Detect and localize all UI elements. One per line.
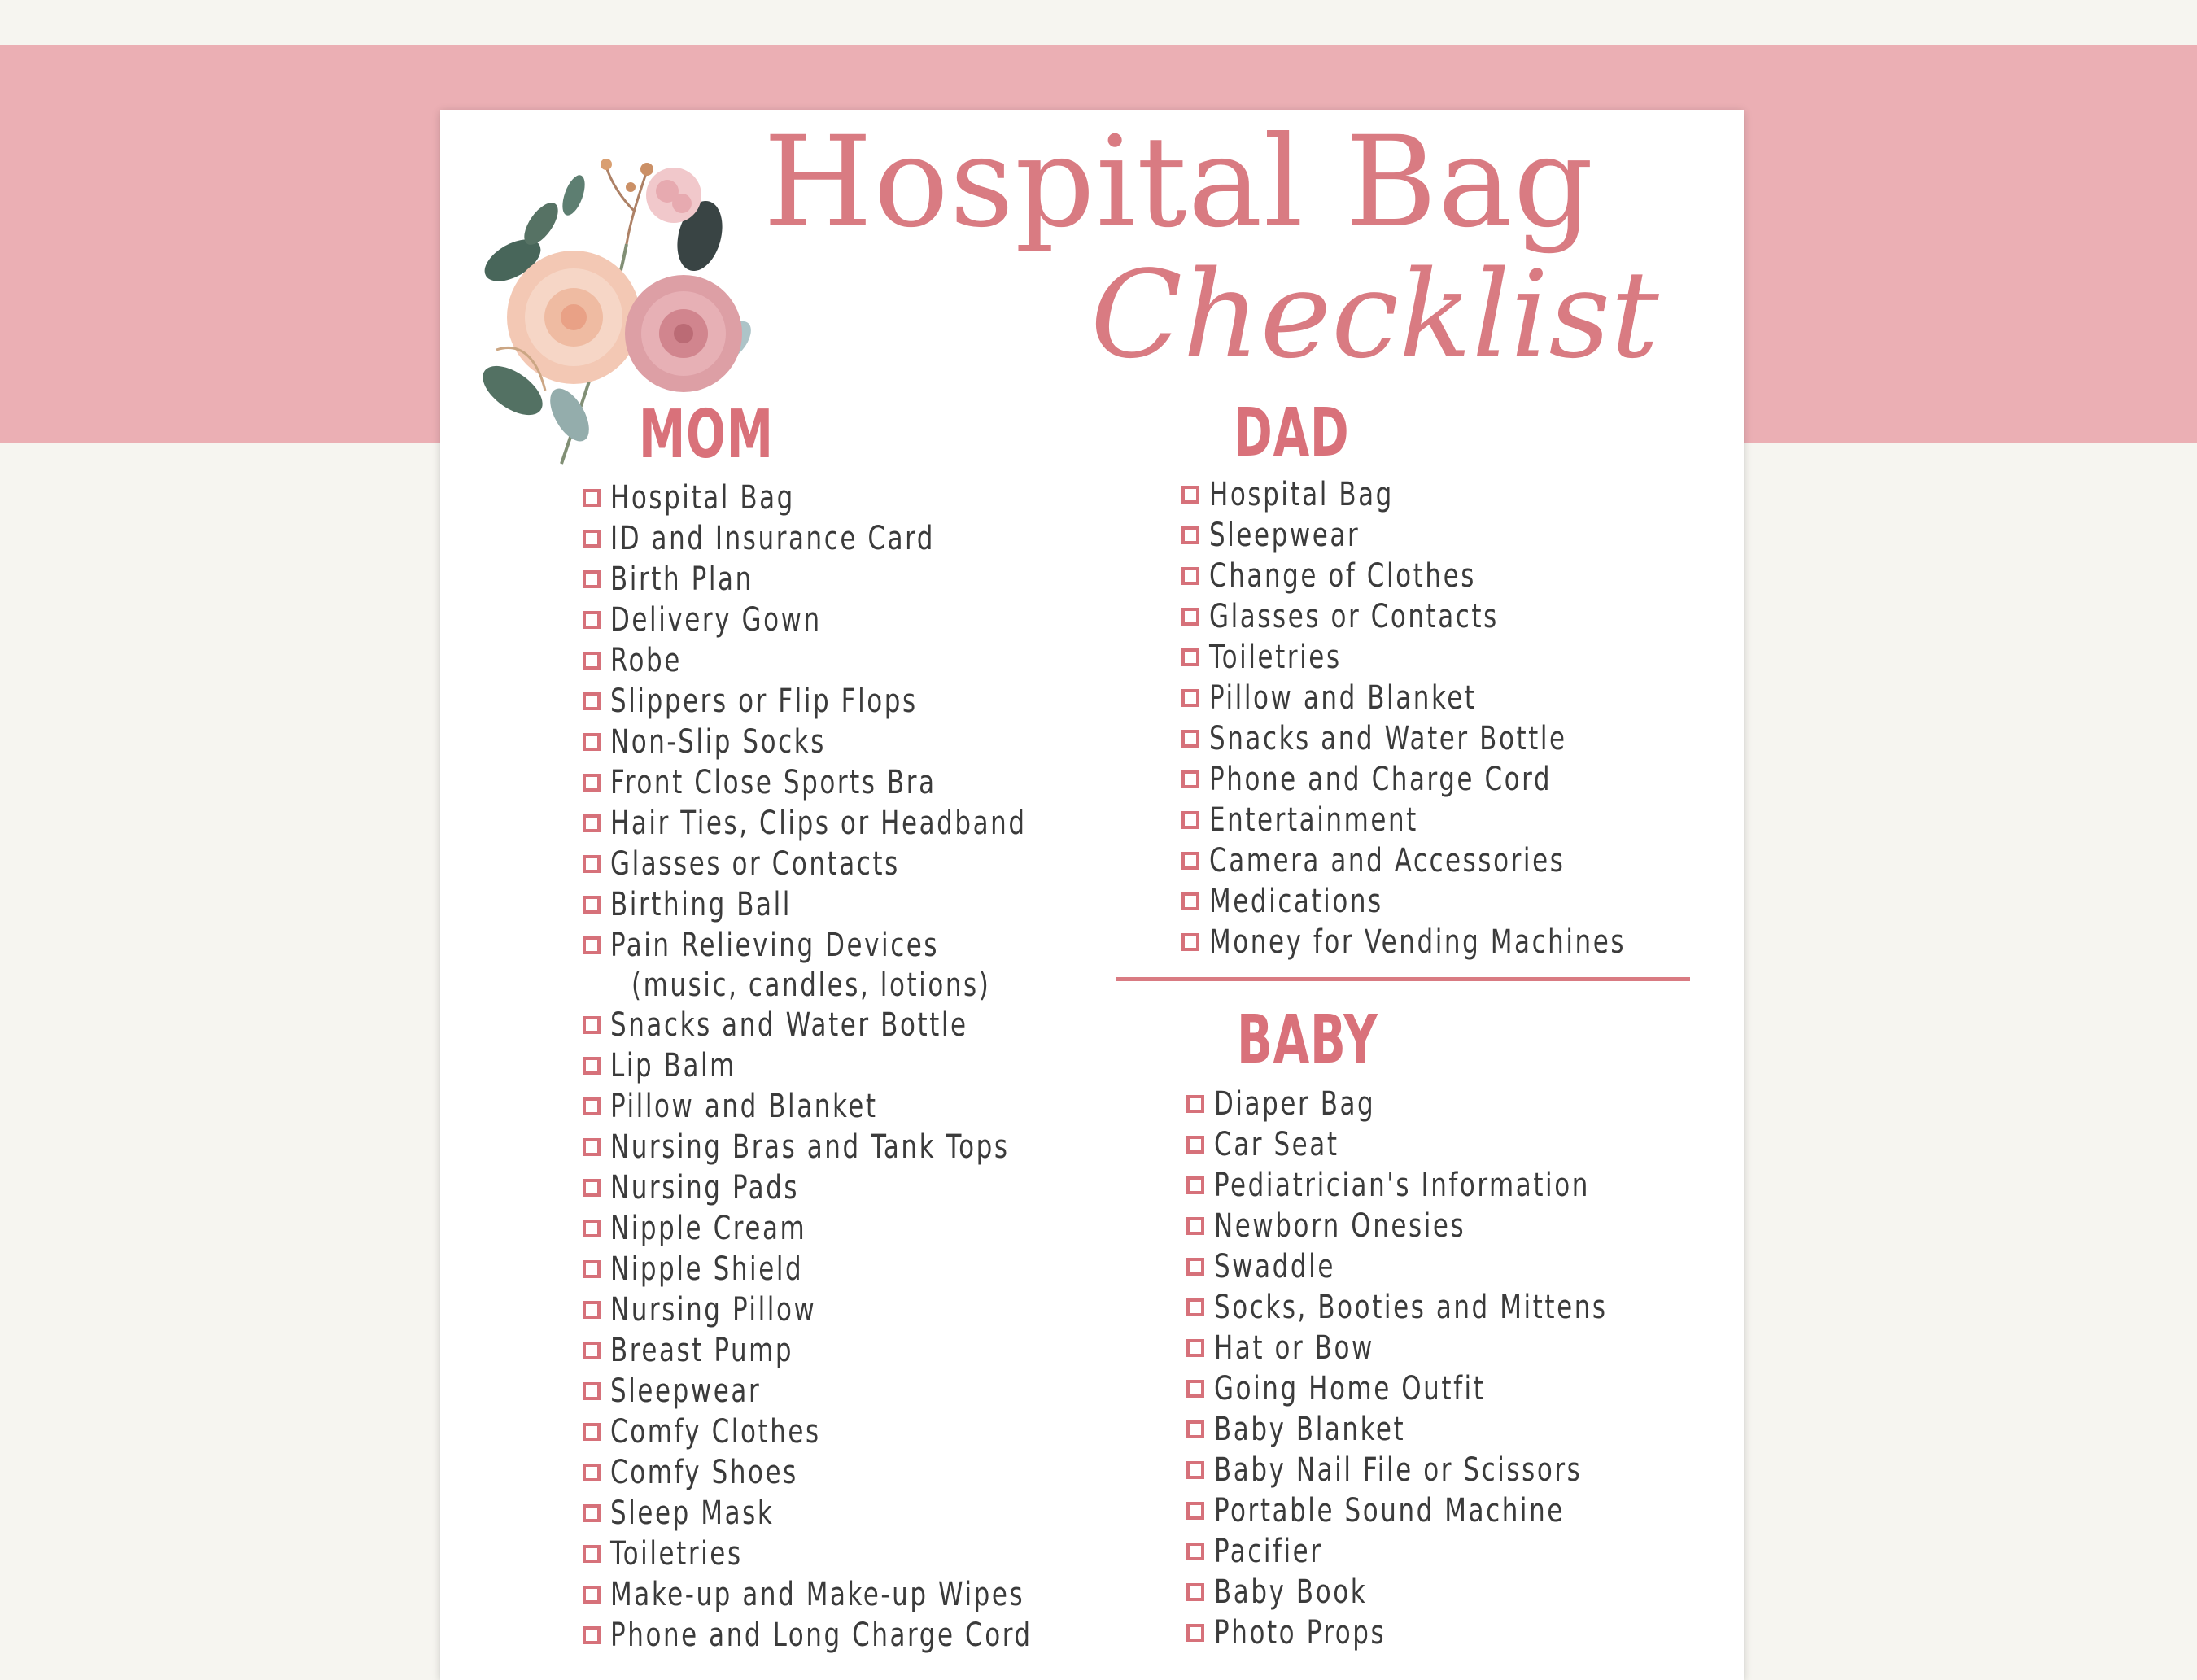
checklist-item-label: Breast Pump <box>610 1332 794 1369</box>
mom-checklist-item[interactable] <box>583 1127 1101 1167</box>
checkbox-icon[interactable] <box>583 733 601 751</box>
checklist-item-label: ID and Insurance Card <box>610 520 936 557</box>
mom-checklist-item[interactable] <box>583 1493 1101 1534</box>
baby-checklist <box>1186 1084 1671 1653</box>
mom-checklist-item[interactable] <box>583 762 1101 803</box>
dad-checklist <box>1181 474 1693 962</box>
mom-checklist-item[interactable] <box>583 925 1101 966</box>
title-line-2: Checklist <box>1090 245 1659 385</box>
checklist-item-label: Toiletries <box>610 1535 743 1573</box>
checkbox-icon[interactable] <box>583 489 601 507</box>
checklist-item-label: Robe <box>610 642 682 679</box>
checklist-item-label: Nipple Cream <box>610 1210 807 1247</box>
checkbox-icon[interactable] <box>1186 1583 1204 1601</box>
checklist-item-label: Diaper Bag <box>1214 1085 1376 1123</box>
checkbox-icon[interactable] <box>1181 770 1199 788</box>
mom-heading: MOM <box>639 396 774 473</box>
mom-checklist-item[interactable] <box>583 1208 1101 1249</box>
dad-checklist-item[interactable] <box>1181 474 1693 515</box>
checklist-item-label: Entertainment <box>1209 801 1418 839</box>
checkbox-icon[interactable] <box>583 774 601 792</box>
mom-checklist-item[interactable] <box>583 1086 1101 1127</box>
dad-checklist-item[interactable] <box>1181 759 1693 800</box>
checklist-item-label: Sleepwear <box>1209 517 1361 554</box>
checklist-item-label: Socks, Booties and Mittens <box>1214 1289 1608 1326</box>
mom-checklist-item[interactable] <box>583 1534 1101 1574</box>
checklist-item-label: Portable Sound Machine <box>1214 1492 1565 1529</box>
checklist-item-continuation <box>583 966 1101 1005</box>
checkbox-icon[interactable] <box>1181 852 1199 870</box>
baby-checklist-item[interactable] <box>1186 1328 1671 1368</box>
baby-checklist-item[interactable] <box>1186 1124 1671 1165</box>
baby-checklist-item[interactable] <box>1186 1490 1671 1531</box>
checklist-item-label: Camera and Accessories <box>1209 842 1566 879</box>
checkbox-icon[interactable] <box>583 1464 601 1481</box>
dad-checklist-item[interactable] <box>1181 556 1693 596</box>
checklist-item-label: Slippers or Flip Flops <box>610 683 918 720</box>
dad-checklist-item[interactable] <box>1181 678 1693 718</box>
checkbox-icon[interactable] <box>1181 608 1199 626</box>
checklist-item-label: Hat or Bow <box>1214 1329 1374 1367</box>
checkbox-icon[interactable] <box>1181 526 1199 544</box>
checkbox-icon[interactable] <box>583 814 601 832</box>
checkbox-icon[interactable] <box>1186 1502 1204 1520</box>
checklist-item-label: Front Close Sports Bra <box>610 764 937 801</box>
mom-checklist-item[interactable] <box>583 518 1101 559</box>
checkbox-icon[interactable] <box>583 652 601 670</box>
checkbox-icon[interactable] <box>583 1260 601 1278</box>
baby-checklist-item[interactable] <box>1186 1206 1671 1246</box>
checklist-item-label: Phone and Charge Cord <box>1209 761 1553 798</box>
dad-checklist-item[interactable] <box>1181 596 1693 637</box>
checklist-item-label: Comfy Shoes <box>610 1454 798 1491</box>
checkbox-icon[interactable] <box>1186 1217 1204 1235</box>
checklist-item-label: Newborn Onesies <box>1214 1207 1466 1245</box>
mom-checklist-item[interactable] <box>583 478 1101 518</box>
mom-checklist-item[interactable] <box>583 803 1101 844</box>
checkbox-icon[interactable] <box>583 1382 601 1400</box>
checkbox-icon[interactable] <box>583 570 601 588</box>
mom-checklist-item[interactable] <box>583 681 1101 722</box>
mom-checklist-item[interactable] <box>583 1371 1101 1412</box>
checkbox-icon[interactable] <box>1181 689 1199 707</box>
dad-checklist-item[interactable] <box>1181 840 1693 881</box>
dad-checklist-item[interactable] <box>1181 881 1693 922</box>
mom-checklist-item[interactable] <box>583 1452 1101 1493</box>
checkbox-icon[interactable] <box>1181 892 1199 910</box>
checklist-item-label: Comfy Clothes <box>610 1413 821 1451</box>
mom-checklist-item[interactable] <box>583 559 1101 600</box>
checklist-item-label: Pillow and Blanket <box>1209 679 1477 717</box>
mom-checklist-item[interactable] <box>583 1330 1101 1371</box>
checklist-item-label: Going Home Outfit <box>1214 1370 1486 1407</box>
mom-checklist-item[interactable] <box>583 640 1101 681</box>
checkbox-icon[interactable] <box>1186 1339 1204 1357</box>
mom-checklist-item[interactable] <box>583 600 1101 640</box>
checklist-item-label: Sleepwear <box>610 1372 762 1410</box>
checklist-item-label: Change of Clothes <box>1209 557 1476 595</box>
checklist-item-label: Lip Balm <box>610 1047 736 1084</box>
mom-checklist-item[interactable] <box>583 1167 1101 1208</box>
dad-heading: DAD <box>1234 395 1350 472</box>
checkbox-icon[interactable] <box>1186 1380 1204 1398</box>
title-line-1: Hospital Bag <box>763 110 1595 255</box>
checkbox-icon[interactable] <box>1186 1136 1204 1154</box>
checklist-item-label: Pain Relieving Devices <box>610 927 940 964</box>
checkbox-icon[interactable] <box>1181 730 1199 748</box>
mom-checklist-item[interactable] <box>583 1615 1101 1656</box>
checkbox-icon[interactable] <box>1186 1420 1204 1438</box>
dad-checklist-item[interactable] <box>1181 515 1693 556</box>
baby-checklist-item[interactable] <box>1186 1531 1671 1572</box>
checkbox-icon[interactable] <box>1186 1095 1204 1113</box>
checklist-item-label: Delivery Gown <box>610 601 822 639</box>
checklist-item-label: Hospital Bag <box>1209 476 1394 513</box>
checklist-item-label: Car Seat <box>1214 1126 1339 1163</box>
checklist-item-label: Snacks and Water Bottle <box>1209 720 1567 757</box>
checkbox-icon[interactable] <box>1181 567 1199 585</box>
checklist-item-label: Baby Blanket <box>1214 1411 1406 1448</box>
checkbox-icon[interactable] <box>1186 1461 1204 1479</box>
checkbox-icon[interactable] <box>583 1301 601 1319</box>
section-divider <box>1116 977 1690 981</box>
checkbox-icon[interactable] <box>583 1545 601 1563</box>
baby-checklist-item[interactable] <box>1186 1287 1671 1328</box>
checkbox-icon[interactable] <box>583 1179 601 1197</box>
baby-checklist-item[interactable] <box>1186 1450 1671 1490</box>
checklist-item-label: Nursing Pads <box>610 1169 800 1207</box>
checkbox-icon[interactable] <box>583 1016 601 1034</box>
checkbox-icon[interactable] <box>583 855 601 873</box>
checkbox-icon[interactable] <box>583 1626 601 1644</box>
checkbox-icon[interactable] <box>583 896 601 914</box>
mom-checklist-item[interactable] <box>583 1249 1101 1289</box>
checkbox-icon[interactable] <box>1186 1298 1204 1316</box>
checkbox-icon[interactable] <box>583 1220 601 1237</box>
checklist-item-label: Nursing Bras and Tank Tops <box>610 1128 1010 1166</box>
checkbox-icon[interactable] <box>1181 486 1199 504</box>
checklist-item-label: Hair Ties, Clips or Headband <box>610 805 1027 842</box>
mom-checklist-item[interactable] <box>583 1045 1101 1086</box>
checklist-item-label: Pacifier <box>1214 1533 1323 1570</box>
checklist-item-label: Make-up and Make-up Wipes <box>610 1576 1025 1613</box>
checkbox-icon[interactable] <box>583 1342 601 1359</box>
checkbox-icon[interactable] <box>1186 1258 1204 1276</box>
checklist-item-label: Hospital Bag <box>610 479 795 517</box>
baby-checklist-item[interactable] <box>1186 1165 1671 1206</box>
baby-checklist-item[interactable] <box>1186 1409 1671 1450</box>
mom-checklist-item[interactable] <box>583 722 1101 762</box>
checkbox-icon[interactable] <box>583 1097 601 1115</box>
checkbox-icon[interactable] <box>583 936 601 954</box>
checklist-item-label: Sleep Mask <box>610 1495 775 1532</box>
checklist-item-label: Photo Props <box>1214 1614 1387 1652</box>
baby-checklist-item[interactable] <box>1186 1368 1671 1409</box>
mom-checklist-item[interactable] <box>583 1289 1101 1330</box>
baby-heading: BABY <box>1237 1001 1378 1079</box>
checklist-item-label: Money for Vending Machines <box>1209 923 1627 961</box>
checklist-item-label: Snacks and Water Bottle <box>610 1006 968 1044</box>
checkbox-icon[interactable] <box>583 1504 601 1522</box>
checklist-item-continuation-text: (music, candles, lotions) <box>631 967 991 1004</box>
checklist-item-label: Pediatrician's Information <box>1214 1167 1590 1204</box>
dad-checklist-item[interactable] <box>1181 718 1693 759</box>
checkbox-icon[interactable] <box>1181 811 1199 829</box>
checkbox-icon[interactable] <box>1181 648 1199 666</box>
checkbox-icon[interactable] <box>583 611 601 629</box>
checklist-item-label: Non-Slip Socks <box>610 723 826 761</box>
checklist-item-label: Glasses or Contacts <box>610 845 900 883</box>
baby-checklist-item[interactable] <box>1186 1084 1671 1124</box>
checkbox-icon[interactable] <box>583 1423 601 1441</box>
checkbox-icon[interactable] <box>583 530 601 548</box>
checklist-item-label: Medications <box>1209 883 1383 920</box>
checklist-item-label: Nursing Pillow <box>610 1291 817 1329</box>
checkbox-icon[interactable] <box>583 1586 601 1604</box>
checkbox-icon[interactable] <box>1186 1543 1204 1560</box>
dad-checklist-item[interactable] <box>1181 800 1693 840</box>
checklist-item-label: Birth Plan <box>610 561 753 598</box>
checklist-item-label: Birthing Ball <box>610 886 792 923</box>
mom-checklist-item[interactable] <box>583 1574 1101 1615</box>
checklist-item-label: Baby Book <box>1214 1573 1368 1611</box>
checkbox-icon[interactable] <box>1186 1176 1204 1194</box>
checkbox-icon[interactable] <box>583 1057 601 1075</box>
mom-checklist-item[interactable] <box>583 884 1101 925</box>
baby-checklist-item[interactable] <box>1186 1572 1671 1612</box>
checkbox-icon[interactable] <box>583 692 601 710</box>
checklist-item-label: Glasses or Contacts <box>1209 598 1499 635</box>
checklist-item-label: Toiletries <box>1209 639 1342 676</box>
baby-checklist-item[interactable] <box>1186 1246 1671 1287</box>
mom-checklist-item[interactable] <box>583 1005 1101 1045</box>
mom-checklist-item[interactable] <box>583 844 1101 884</box>
dad-checklist-item[interactable] <box>1181 637 1693 678</box>
checkbox-icon[interactable] <box>1181 933 1199 951</box>
checkbox-icon[interactable] <box>583 1138 601 1156</box>
mom-checklist-item[interactable] <box>583 1412 1101 1452</box>
checkbox-icon[interactable] <box>1186 1624 1204 1642</box>
checklist-item-label: Phone and Long Charge Cord <box>610 1617 1033 1654</box>
checklist-item-label: Baby Nail File or Scissors <box>1214 1451 1583 1489</box>
checklist-item-label: Pillow and Blanket <box>610 1088 878 1125</box>
checklist-item-label: Swaddle <box>1214 1248 1335 1285</box>
mom-checklist <box>583 478 1101 1656</box>
dad-checklist-item[interactable] <box>1181 922 1693 962</box>
checklist-item-label: Nipple Shield <box>610 1250 804 1288</box>
